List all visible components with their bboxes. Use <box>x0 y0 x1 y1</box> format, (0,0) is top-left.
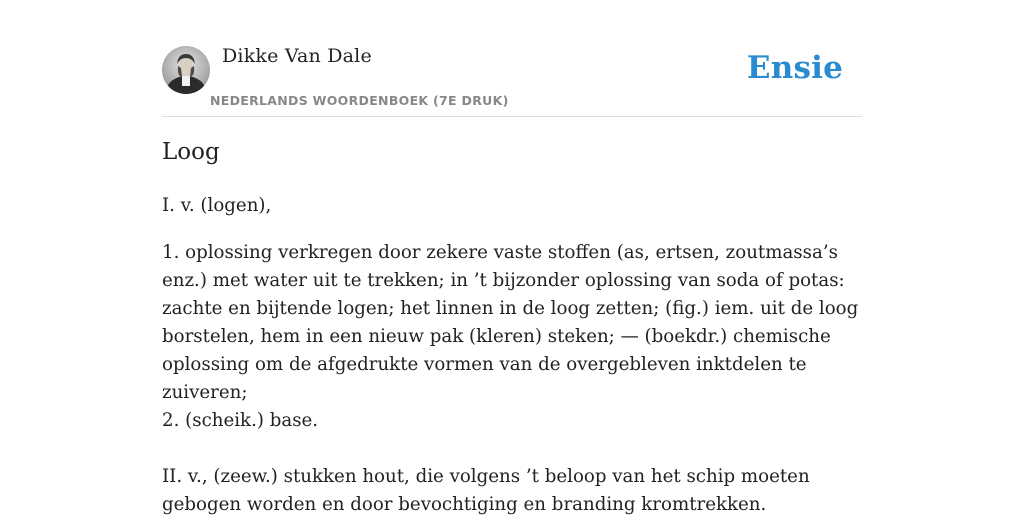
sense-2: 2. (scheik.) base. <box>162 410 319 431</box>
sense-ii: II. v., (zeew.) stukken hout, die volgens ’t beloop van het schip moeten gebogen worden en door bevochtiging en branding kromtrekken. <box>162 466 810 515</box>
sense-1: 1. oplossing verkregen door zekere vaste stoffen (as, ertsen, zoutmassa’s enz.) met water uit te trekken; in ’t bijzonder oplossing van soda of potas: zachte en bijtende logen; het linnen in de loog zetten; (fig.) iem. uit de loog borstelen, hem in een nieuw pak (kleren) steken; — (boekdr.) chemische oplossing om de afgedrukte vormen van de overgebleven inktdelen te zuiveren; <box>162 242 859 403</box>
definition-head: I. v. (logen), <box>162 195 272 216</box>
entry-title: Loog <box>162 139 220 165</box>
author-name[interactable]: Dikke Van Dale <box>222 45 372 67</box>
ensie-logo[interactable]: Ensie <box>746 50 843 86</box>
entry-content <box>162 192 867 519</box>
header <box>162 0 862 117</box>
spacer <box>162 435 867 463</box>
portrait-image <box>162 46 210 94</box>
author-avatar[interactable] <box>162 46 210 94</box>
source-subtitle: NEDERLANDS WOORDENBOEK (7E DRUK) <box>210 93 509 108</box>
page-container <box>162 0 862 515</box>
